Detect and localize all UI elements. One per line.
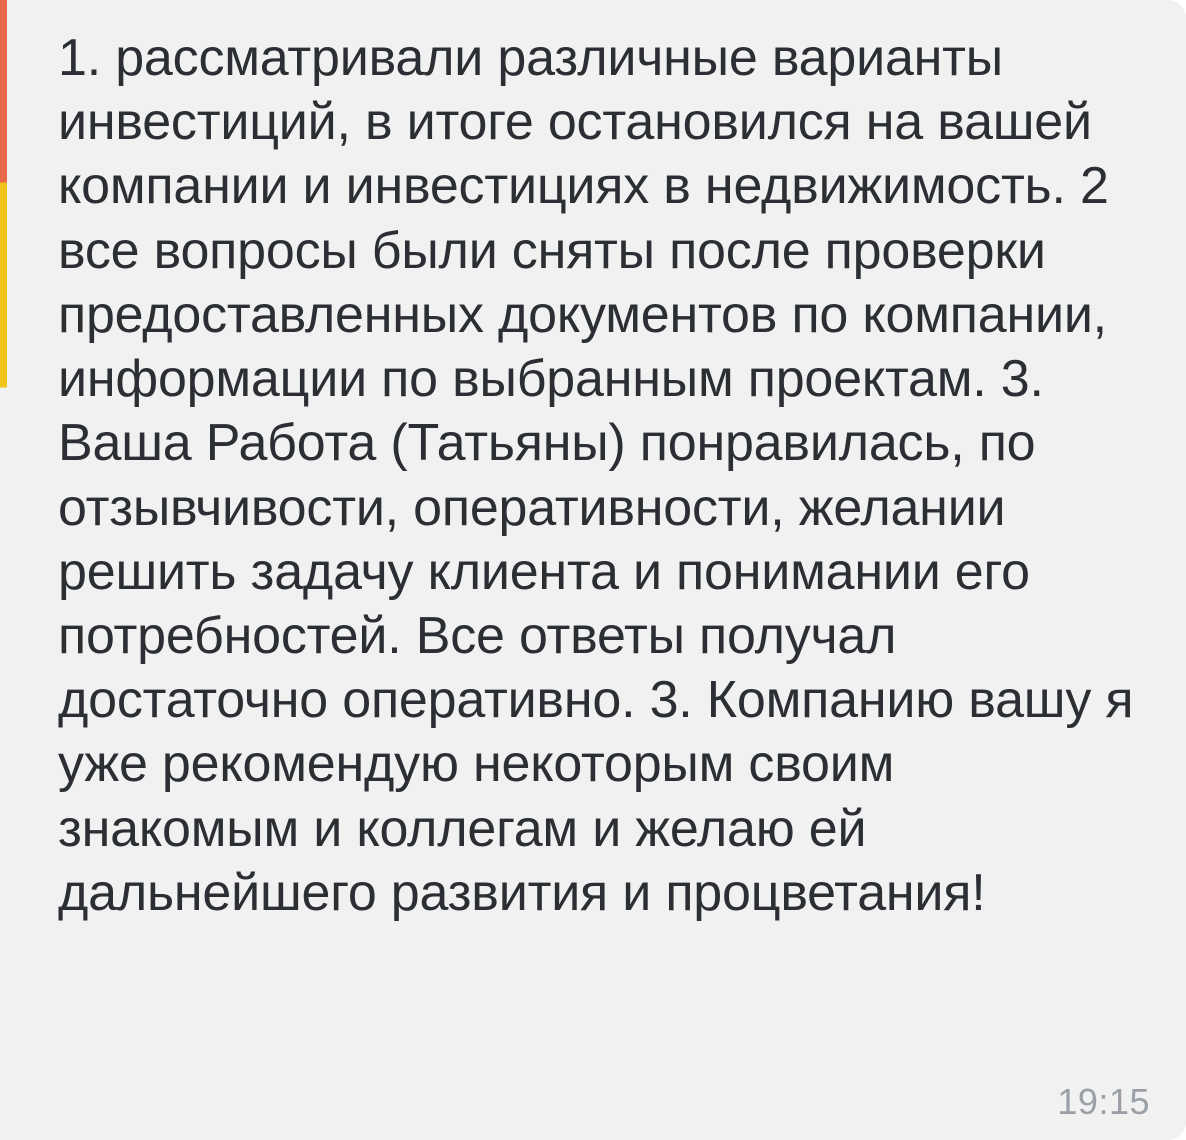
message-timestamp: 19:15 bbox=[1057, 1081, 1150, 1122]
bubble-accent-stripe bbox=[0, 0, 7, 1140]
message-meta bbox=[1057, 1081, 1150, 1122]
message-text: 1. рассматривали различные варианты инвестиций, в итоге остановился на вашей компании и инвестициях в недвижимость. 2 все вопросы были сняты после проверки предоставленных документов по компании, информации по выбранным проектам. 3. Ваша Работа (Татьяны) понравилась, по отзывчивости, оперативности, желании решить задачу клиента и понимании его потребностей. Все ответы получал достаточно оперативно. 3. Компанию вашу я уже рекомендую некоторым своим знакомым и коллегам и желаю ей дальнейшего развития и процветания! bbox=[58, 29, 1148, 922]
